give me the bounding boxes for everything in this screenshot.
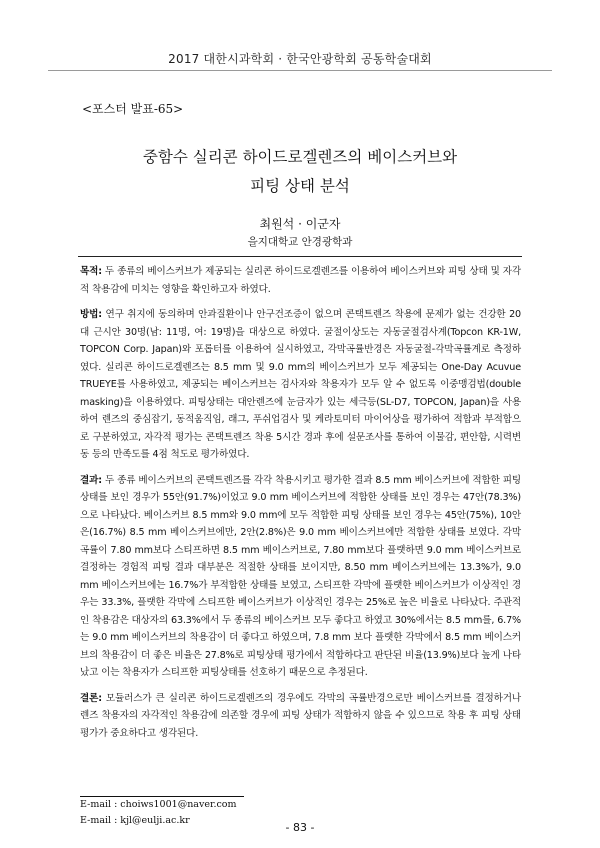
title-line-2: 피팅 상태 분석 (250, 177, 350, 195)
section-purpose (80, 263, 521, 298)
section-label: 방법: (80, 309, 102, 320)
author-affiliation: 을지대학교 안경광학과 (247, 236, 353, 248)
paper-title (0, 143, 600, 201)
section-label: 목적: (80, 266, 102, 277)
author-names: 최원석 · 이군자 (259, 217, 341, 231)
section-text: 두 종류의 베이스커브가 제공되는 실리콘 하이드로겔렌즈를 이용하여 베이스커브와 피팅 상태 및 자각적 착용감에 미치는 영향을 확인하고자 하였다. (80, 266, 521, 295)
conference-header: 2017 대한시과학회 · 한국안광학회 공동학술대회 (168, 52, 432, 66)
poster-number: <포스터 발표-65> (82, 102, 184, 116)
title-line-1: 중함수 실리콘 하이드로겔렌즈의 베이스커브와 (142, 148, 458, 166)
header-divider (48, 70, 552, 71)
page-number: - 83 - (285, 821, 315, 834)
section-label: 결론: (80, 692, 102, 704)
footnote-divider (80, 796, 244, 797)
section-label: 결과: (80, 474, 102, 486)
section-conclusion (80, 690, 521, 743)
email-author-1: E-mail : choiws1001@naver.com (80, 799, 237, 810)
section-methods (80, 306, 521, 464)
abstract-body (80, 263, 521, 750)
section-text: 모듈러스가 큰 실리콘 하이드로겔렌즈의 경우에도 각막의 곡률반경으로만 베이스커브를 결정하거나 렌즈 착용자의 자각적인 착용감에 의존할 경우에 피팅 상태가 적합하지 않을 수 있으므로 착용 후 피팅 상태 평가가 중요하다고 생각된다. (80, 692, 521, 739)
section-text: 두 종류 베이스커브의 콘택트렌즈를 각각 착용시키고 평가한 결과 8.5 mm 베이스커브에 적합한 피팅 상태를 보인 경우가 55안(91.7%)이었고 9.0 mm 베이스커브에 적합한 상태를 보인 경우는 47안(78.3%)으로 나타났다. 베이스커브 8.5 mm와 9.0 mm에 모두 적합한 피팅 상태를 보인 경우는 45안(75%), 10안은(16.7%) 8.5 mm 베이스커브에만, 2안(2.8%)은 9.0 mm 베이스커브에만 적합한 상태를 보였다. 각막 곡률이 7.80 mm보다 스티프하면 8.5 mm 베이스커브로, 7.80 mm보다 플랫하면 9.0 mm 베이스커브로 결정하는 경험적 피팅 결과 대부분은 적절한 상태를 보이지만, 8.50 mm 베이스커브에는 13.3%가, 9.0 mm 베이스커브에는 16.7%가 부적합한 상태를 보였고, 스티프한 각막에 플랫한 베이스커브가 이상적인 경우는 33.3%, 플랫한 각막에 스티프한 베이스커브가 이상적인 경우는 25%로 높은 비율로 나타났다. 주관적인 착용감은 대상자의 63.3%에서 두 종류의 베이스커브 모두 좋다고 하였고 30%에서는 8.5 mm를, 6.7%는 9.0 mm 베이스커브의 착용감이 더 좋다고 하였으며, 7.8 mm 보다 플랫한 각막에서 8.5 mm 베이스커브의 착용감이 더 좋은 비율은 27.8%로 피팅상태 평가에서 적합하다고 판단된 비율(13.9%)보다 높게 나타났고 이는 착용자가 스티프한 피팅상태를 선호하기 때문으로 추정된다. (80, 474, 521, 678)
email-author-2: E-mail : kjl@eulji.ac.kr (80, 815, 190, 826)
abstract-divider (78, 256, 522, 257)
section-text: 연구 취지에 동의하며 안과질환이나 안구건조증이 없으며 콘택트렌즈 착용에 문제가 없는 건강한 20대 근시안 30명(남: 11명, 여: 19명)을 대상으로 하였다. 굴절이상도는 자동굴절검사계(Topcon KR-1W, TOPCON Corp. Japan)와 포롭터를 이용하여 실시하였고, 각막곡률반경은 자동굴절-각막곡률계로 측정하였다. 실리콘 하이드로겔렌즈는 8.5 mm 및 9.0 mm의 베이스커브가 모두 제공되는 One-Day Acuvue TRUEYE를 사용하였고, 제공되는 베이스커브는 검사자와 착용자가 모두 알 수 없도록 이중맹검법(double masking)을 이용하였다. 피팅상태는 대안렌즈에 눈금자가 있는 세극등(SL-D7, TOPCON, Japan)을 사용하여 렌즈의 중심잡기, 동적움직임, 래그, 푸쉬업검사 및 케라토미터 마이어상을 평가하여 적합과 부적합으로 구분하였고, 자각적 평가는 콘택트렌즈 착용 5시간 경과 후에 설문조사를 통하여 이물감, 편안함, 시력변동 등의 만족도를 4점 척도로 평가하였다. (80, 309, 521, 460)
section-results (80, 472, 521, 682)
